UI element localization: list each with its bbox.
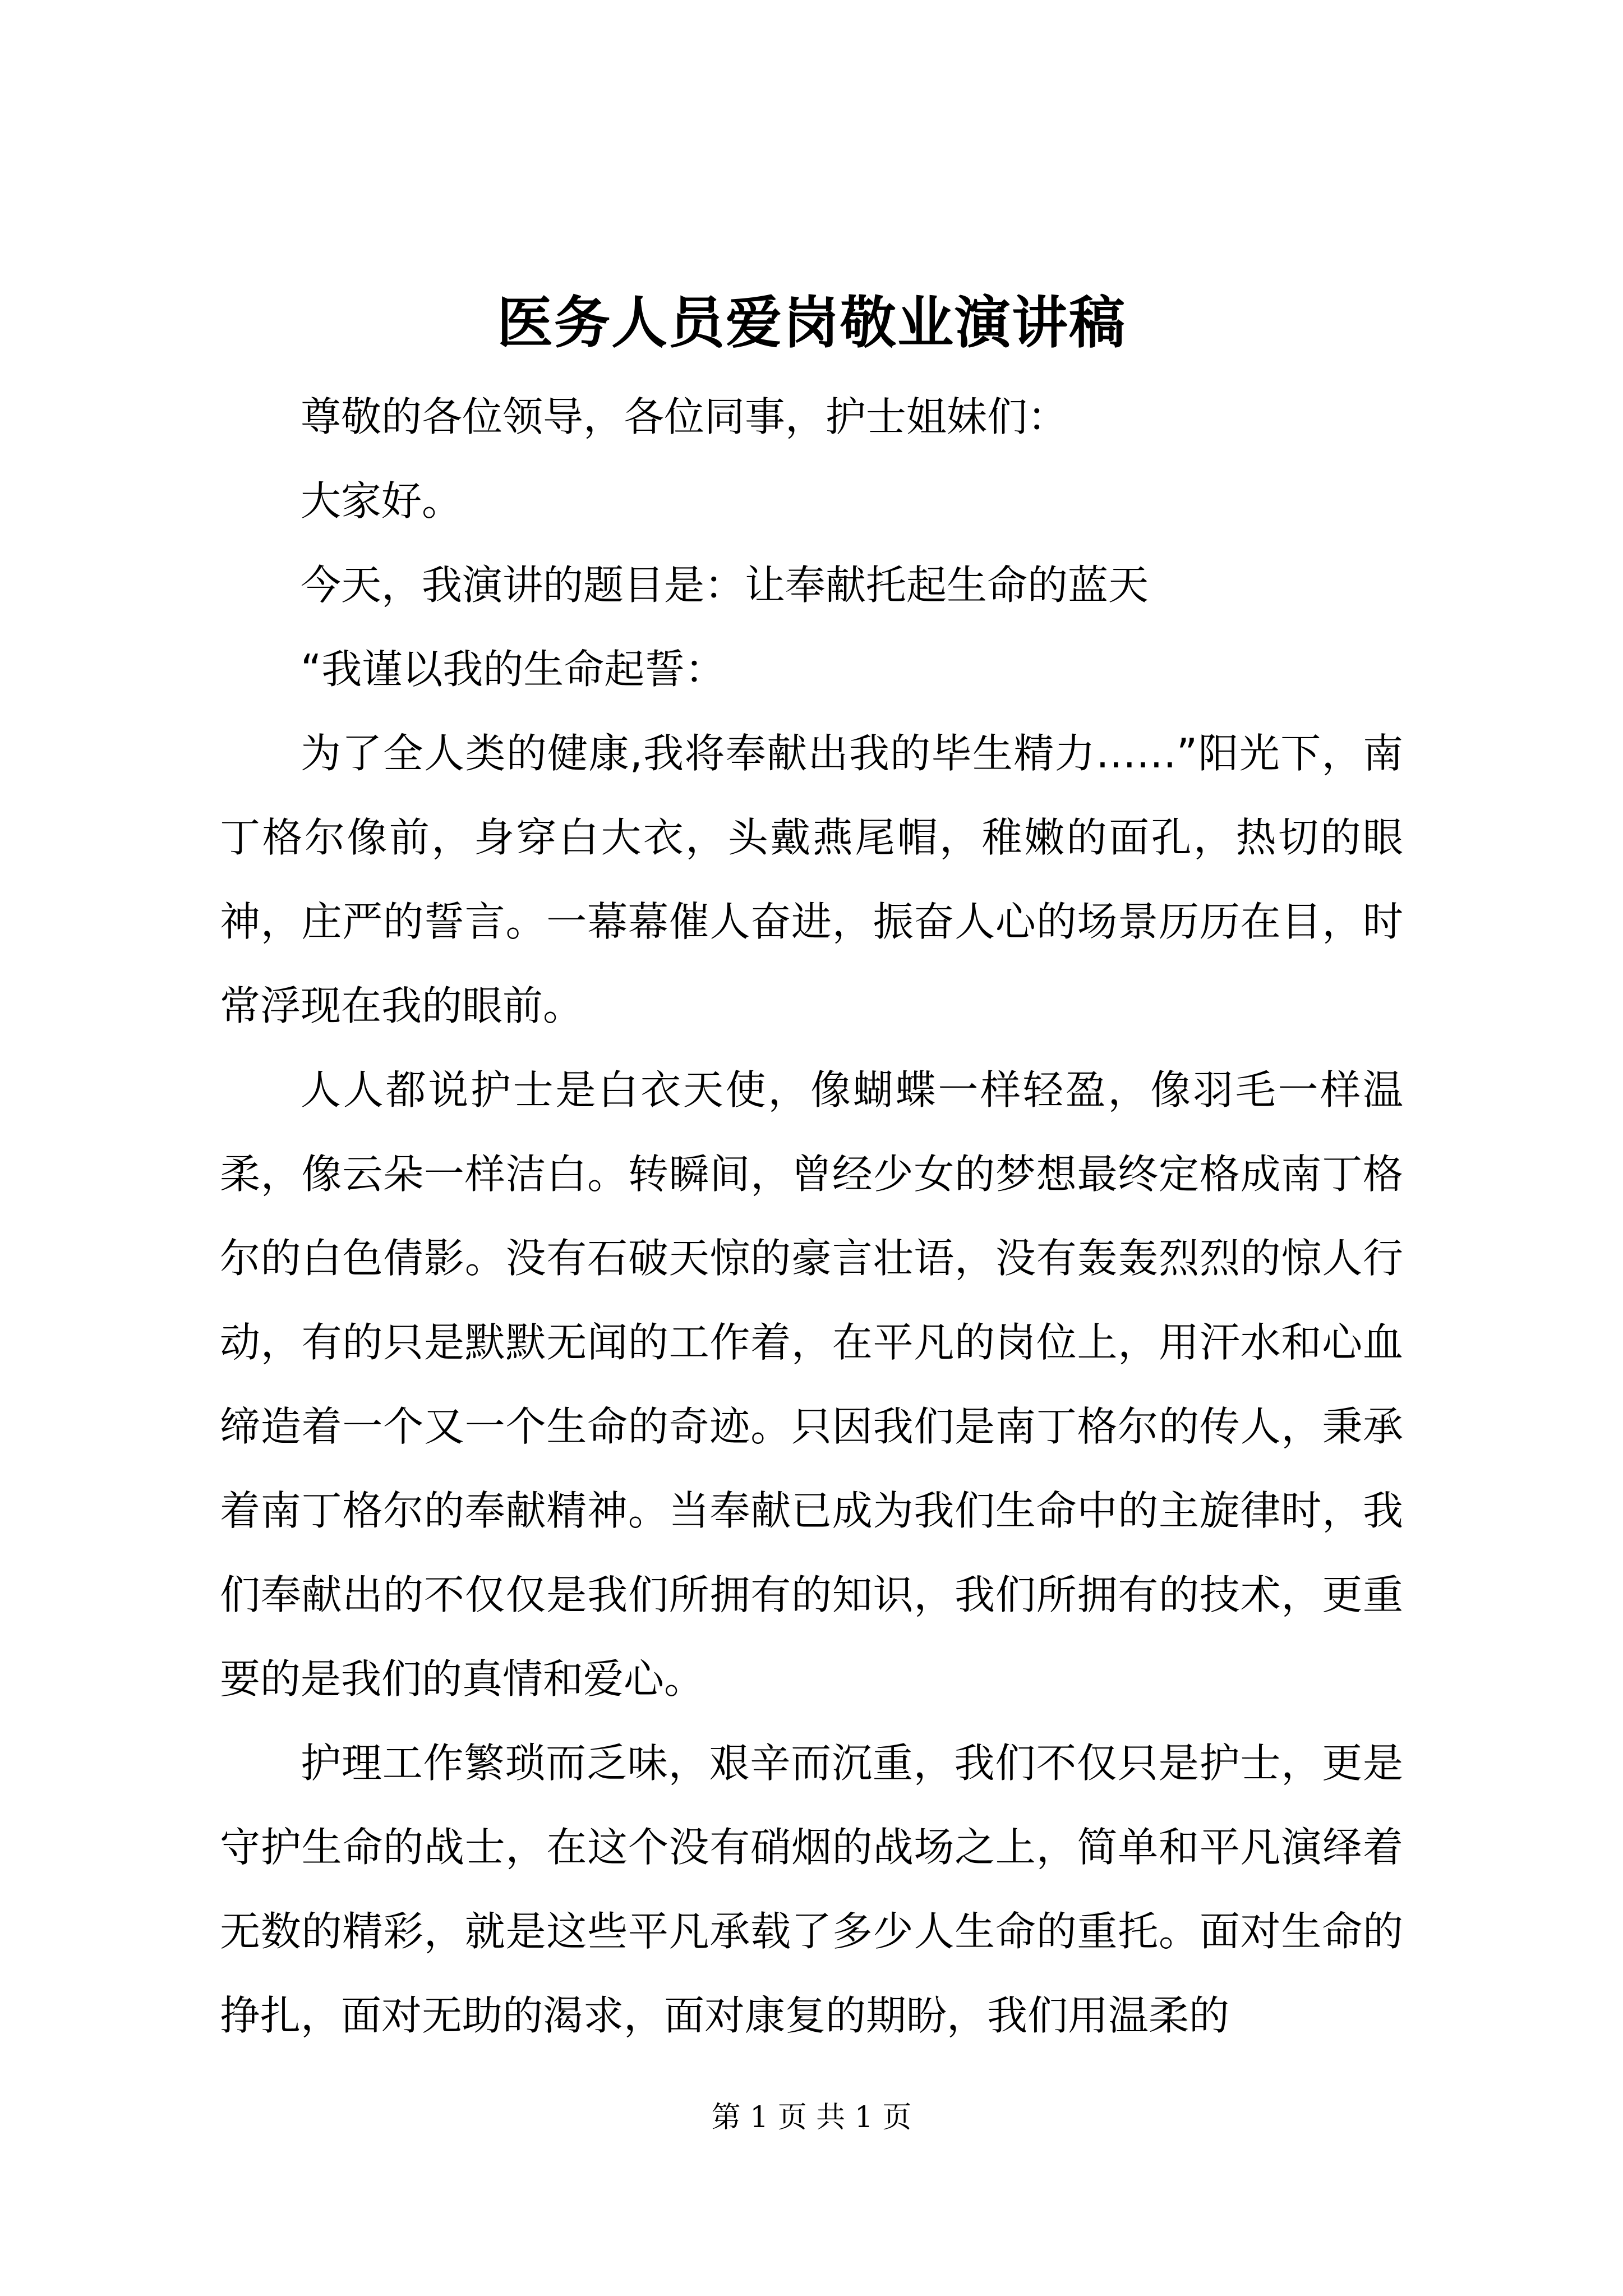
document-title: 医务人员爱岗敬业演讲稿 [497, 289, 1126, 356]
paragraph-angels: 人人都说护士是白衣天使，像蝴蝶一样轻盈，像羽毛一样温柔，像云朵一样洁白。转瞬间，曾经少女的梦想最终定格成南丁格尔的白色倩影。没有石破天惊的豪言壮语，没有轰轰烈烈的惊人行动，有的只是默默无闻的工作着，在平凡的岗位上，用汗水和心血缔造着一个又一个生命的奇迹。只因我们是南丁格尔的传人，秉承着南丁格尔的奉献精神。当奉献已成为我们生命中的主旋律时，我们奉献出的不仅仅是我们所拥有的知识，我们所拥有的技术，更重要的是我们的真情和爱心。 [220, 1066, 1403, 1703]
paragraph-oath-intro: “我谨以我的生命起誓： [301, 646, 726, 693]
document-body [220, 375, 1403, 2058]
paragraph-topic: 今天，我演讲的题目是：让奉献托起生命的蓝天 [301, 562, 1149, 609]
page-footer: 第 1 页 共 1 页 [711, 2101, 912, 2134]
paragraph-oath: 为了全人类的健康,我将奉献出我的毕生精力……”阳光下，南丁格尔像前，身穿白大衣，头戴燕尾帽，稚嫩的面孔，热切的眼神，庄严的誓言。一幕幕催人奋进，振奋人心的场景历历在目，时常浮现在我的眼前。 [220, 730, 1403, 1029]
paragraph-salutation: 尊敬的各位领导，各位同事，护士姐妹们： [301, 393, 1068, 440]
paragraph-nursing-work: 护理工作繁琐而乏味，艰辛而沉重，我们不仅只是护士，更是守护生命的战士，在这个没有硝烟的战场之上，简单和平凡演绎着无数的精彩，就是这些平凡承载了多少人生命的重托。面对生命的挣扎，面对无助的渴求，面对康复的期盼，我们用温柔的 [220, 1740, 1403, 2039]
paragraph-greeting: 大家好。 [301, 477, 463, 524]
